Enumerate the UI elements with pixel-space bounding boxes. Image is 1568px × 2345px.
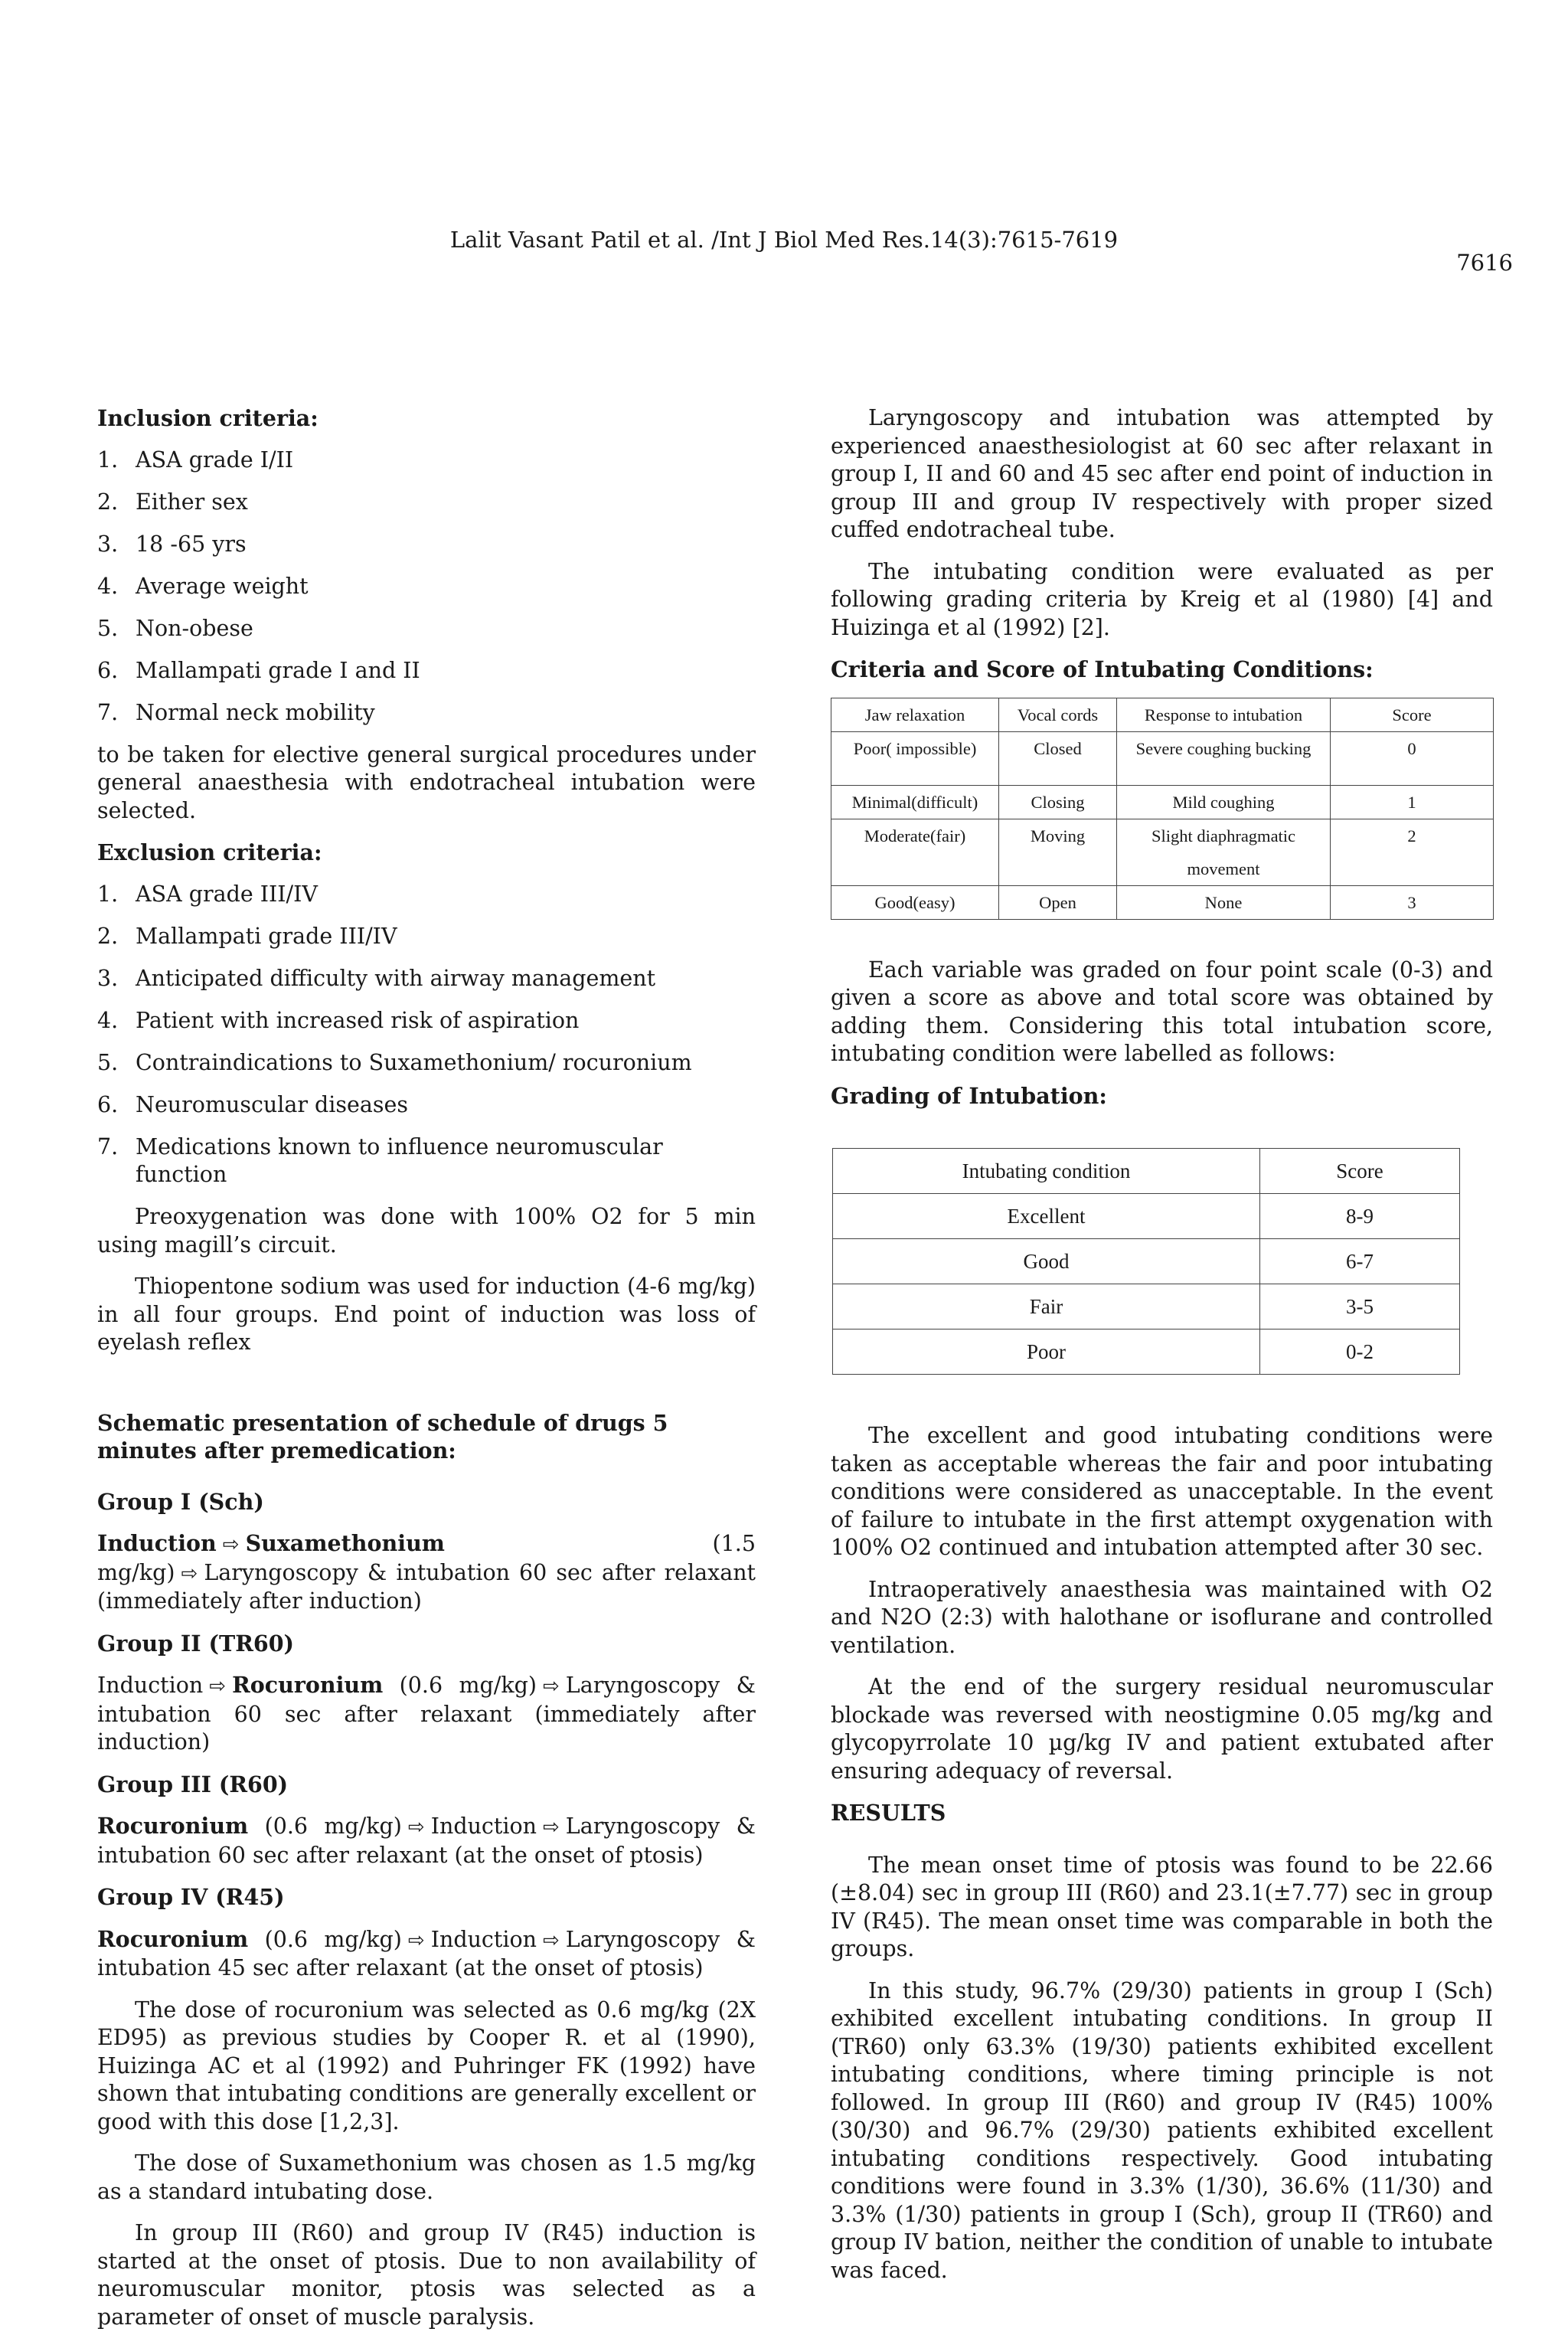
study-para: In this study, 96.7% (29/30) patients in group I (Sch) exhibited excellent intubating conditions. In group II (TR60) only 63.3% (19/30) patients exhibited excellent intubating conditions, where timing principle is not followed. In group III (R60) and group IV (R45) 100% (30/30) and 96.7% (29/30) patients exhibited excellent intubating conditions respectively. Good intubating conditions were found in 3.3% (1/30), 36.6% (11/30) and 3.3% (1/30) patients in group I (Sch), group II (TR60) and group IV bation, neither the condition of unable to intubate was faced. [831,1977,1493,2283]
table-row: Excellent 8-9 [833,1194,1460,1239]
list-item: 6. Neuromuscular diseases [97,1091,409,1117]
list-item: 7. Normal neck mobility [97,699,375,725]
group-3-schedule: Rocuronium (0.6 mg/kg) ⇨ Induction ⇨ Laryngoscopy & intubation 60 sec after relaxant (at the onset of ptosis) [97,1813,756,1868]
criteria-table [831,698,1494,920]
table-row: Moderate(fair) Moving Slight diaphragmatic movement 2 [831,819,1494,885]
list-item: 1. ASA grade III/IV [97,881,318,907]
table-row: Fair 3-5 [833,1284,1460,1329]
list-item: 2. Mallampati grade III/IV [97,923,397,949]
inclusion-tail: to be taken for elective general surgical procedures under general anaesthesia with endotracheal intubation were selected. [97,741,756,823]
group-2-title: Group II (TR60) [97,1630,295,1657]
arrow-right-icon: ⇨ [407,1928,425,1952]
list-item: 4. Patient with increased risk of aspiration [97,1007,580,1033]
dose-para: The dose of rocuronium was selected as 0.6 mg/kg (2X ED95) as previous studies by Cooper R. et al (1990), Huizinga AC et al (1992) and Puhringer FK (1992) have shown that intubating conditions are generally excellent or good with this dose [1,2,3]. [97,1997,756,2134]
table-row: Poor( impossible) Closed Severe coughing bucking 0 [831,731,1494,785]
group-1-schedule: Induction ⇨ Suxamethonium (1.5 mg/kg) ⇨ Laryngoscopy & intubation 60 sec after relaxant (immediately after induction) [97,1530,756,1614]
page-number: 7616 [1456,250,1513,276]
grading-table [832,1148,1460,1375]
left-column [97,404,756,2345]
table-row: Good 6-7 [833,1239,1460,1284]
arrow-right-icon: ⇨ [407,1816,425,1839]
laryngoscopy-para: Laryngoscopy and intubation was attempted by experienced anaesthesiologist at 60 sec after relaxant in group I, II and 60 and 45 sec after end point of induction in group III and group IV respectively with proper sized cuffed endotracheal tube. [831,405,1493,542]
arrow-right-icon: ⇨ [209,1675,227,1698]
running-header: Lalit Vasant Patil et al. /Int J Biol Med Res.14(3):7615-7619 [449,227,1119,253]
schematic-title: Schematic presentation of schedule of drugs 5 minutes after premedication: [97,1409,668,1464]
list-item: 6. Mallampati grade I and II [97,657,420,683]
ptosis-para: In group III (R60) and group IV (R45) induction is started at the onset of ptosis. Due to non availability of neuromuscular monitor, ptosis was selected as a parameter of onset of muscle paralysis. [97,2220,756,2330]
table-header-row: Jaw relaxation Vocal cords Response to intubation Score [831,698,1494,731]
table-header-row: Intubating condition Score [833,1149,1460,1194]
group-1-title: Group I (Sch) [97,1488,264,1515]
right-column [831,404,1493,2298]
sux-para: The dose of Suxamethonium was chosen as 1.5 mg/kg as a standard intubating dose. [97,2150,756,2204]
arrow-right-icon: ⇨ [542,1816,560,1839]
arrow-right-icon: ⇨ [542,1928,560,1952]
group-3-title: Group III (R60) [97,1771,289,1797]
list-item: 7. Medications known to influence neuromuscular function [97,1133,663,1187]
inclusion-title: Inclusion criteria: [97,405,318,431]
table-row: Poor 0-2 [833,1329,1460,1375]
list-item: 4. Average weight [97,573,309,599]
results-title: RESULTS [831,1800,946,1826]
group-4-title: Group IV (R45) [97,1884,285,1910]
preoxygenation-para: Preoxygenation was done with 100% O2 for 5 min using magill’s circuit. [97,1204,756,1258]
list-item: 2. Either sex [97,489,248,515]
variable-para: Each variable was graded on four point scale (0-3) and given a score as above and total score was obtained by adding them. Considering this total intubation score, intubating condition were labelled as follows: [831,957,1493,1066]
list-item: 3. Anticipated difficulty with airway management [97,965,656,991]
arrow-right-icon: ⇨ [181,1562,198,1585]
list-item: 5. Contraindications to Suxamethonium/ rocuronium [97,1049,692,1075]
group-4-schedule: Rocuronium (0.6 mg/kg) ⇨ Induction ⇨ Laryngoscopy & intubation 45 sec after relaxant (at the onset of ptosis) [97,1925,756,1980]
inclusion-list [97,446,756,728]
reversal-para: At the end of the surgery residual neuromuscular blockade was reversed with neostigmine 0.05 mg/kg and glycopyrrolate 10 µg/kg IV and patient extubated after ensuring adequacy of reversal. [831,1674,1493,1784]
thiopentone-para: Thiopentone sodium was used for induction (4-6 mg/kg) in all four groups. End point of induction was loss of eyelash reflex [97,1274,756,1355]
exclusion-list [97,881,756,1189]
arrow-right-icon: ⇨ [222,1533,240,1556]
onset-para: The mean onset time of ptosis was found to be 22.66 (±8.04) sec in group III (R60) and 23.1(±7.77) sec in group IV (R45). The mean onset time was comparable in both the groups. [831,1852,1493,1961]
grading-title: Grading of Intubation: [831,1082,1107,1109]
group-2-schedule: Induction ⇨ Rocuronium (0.6 mg/kg) ⇨ Laryngoscopy & intubation 60 sec after relaxant (immediately after induction) [97,1672,756,1755]
acceptable-para: The excellent and good intubating conditions were taken as acceptable whereas the fair and poor intubating conditions were considered as unacceptable. In the event of failure to intubate in the first attempt oxygenation with 100% O2 continued and intubation attempted after 30 sec. [831,1423,1493,1560]
intraop-para: Intraoperatively anaesthesia was maintained with O2 and N2O (2:3) with halothane or isoflurane and controlled ventilation. [831,1576,1493,1658]
table-row: Minimal(difficult) Closing Mild coughing 1 [831,785,1494,819]
list-item: 3. 18 -65 yrs [97,531,247,557]
list-item: 5. Non-obese [97,615,253,641]
criteria-title: Criteria and Score of Intubating Conditions: [831,656,1374,682]
table-row: Good(easy) Open None 3 [831,885,1494,919]
grading-criteria-para: The intubating condition were evaluated as per following grading criteria by Kreig et al (1980) [4] and Huizinga et al (1992) [2]. [831,558,1493,640]
arrow-right-icon: ⇨ [542,1675,560,1698]
exclusion-title: Exclusion criteria: [97,839,322,865]
list-item: 1. ASA grade I/II [97,446,294,473]
